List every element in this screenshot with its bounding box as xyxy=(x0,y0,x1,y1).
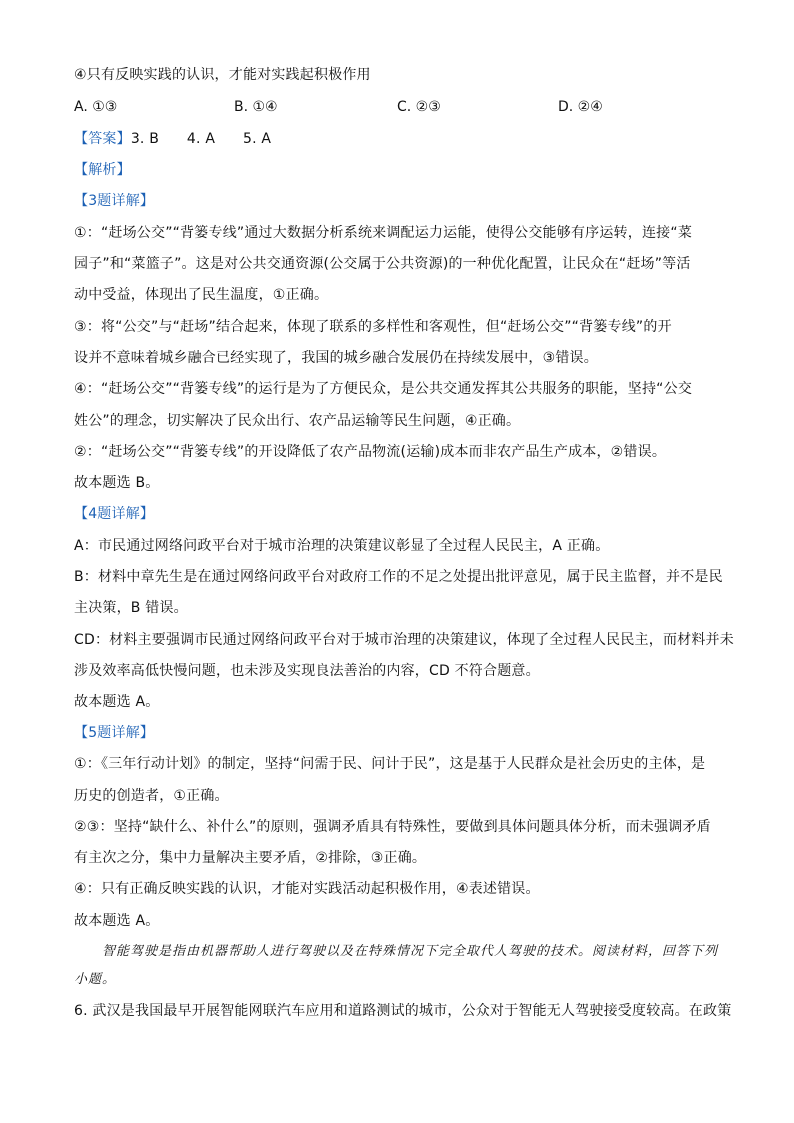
option-b: B. ①④ xyxy=(234,99,278,115)
q3-line: ②：“赶场公交”“背篓专线”的开设降低了农产品物流(运输)成本而非农产品生产成本，②错误。 xyxy=(74,444,667,460)
q3-line: 设并不意味着城乡融合已经实现了，我国的城乡融合发展仍在持续发展中，③错误。 xyxy=(74,350,598,366)
q4-conclusion: 故本题选 A。 xyxy=(74,694,160,710)
q3-line: ③：将“公交”与“赶场”结合起来，体现了联系的多样性和客观性，但“赶场公交”“背篓专线”的开 xyxy=(74,319,672,335)
answer-label: 【答案】 xyxy=(74,131,131,147)
q5-line: ①：《三年行动计划》的制定，坚持“问需于民、问计于民”，这是基于人民群众是社会历史的主体，是 xyxy=(74,756,706,772)
q3-heading: 【3题详解】 xyxy=(74,193,155,209)
question6-start: 6. 武汉是我国最早开展智能网联汽车应用和道路测试的城市，公众对于智能无人驾驶接受度较高。在政策 xyxy=(74,1003,732,1019)
question4-statement: ④只有反映实践的认识，才能对实践起积极作用 xyxy=(74,67,371,83)
q3-conclusion: 故本题选 B。 xyxy=(74,475,160,491)
material-intro: 智能驾驶是指由机器帮助人进行驾驶以及在特殊情况下完全取代人驾驶的技术。阅读材料，回答下列 xyxy=(102,944,719,959)
q4-line: 涉及效率高低快慢问题，也未涉及实现良法善治的内容，CD 不符合题意。 xyxy=(74,663,540,679)
q4-line: B：材料中章先生是在通过网络问政平台对政府工作的不足之处提出批评意见，属于民主监督，并不是民 xyxy=(74,569,723,585)
q3-line: ④：“赶场公交”“背篓专线”的运行是为了方便民众，是公共交通发挥其公共服务的职能，坚持“公交 xyxy=(74,381,693,397)
q4-heading: 【4题详解】 xyxy=(74,506,155,522)
analysis-label: 【解析】 xyxy=(74,162,131,178)
q5-line: 历史的创造者，①正确。 xyxy=(74,788,229,804)
q3-line: ①：“赶场公交”“背篓专线”通过大数据分析系统来调配运力运能，使得公交能够有序运转，连接“菜 xyxy=(74,225,693,241)
option-d: D. ②④ xyxy=(558,99,603,115)
option-a: A. ①③ xyxy=(74,99,118,115)
material-intro-continued: 小题。 xyxy=(74,972,117,987)
q4-line: CD：材料主要强调市民通过网络问政平台对于城市治理的决策建议，体现了全过程人民民主，而材料并未 xyxy=(74,632,734,648)
q4-line: A：市民通过网络问政平台对于城市治理的决策建议彰显了全过程人民民主，A 正确。 xyxy=(74,538,610,554)
answer-row xyxy=(74,129,724,149)
q5-line: 有主次之分，集中力量解决主要矛盾，②排除，③正确。 xyxy=(74,850,427,866)
q3-line: 姓公”的理念，切实解决了民众出行、农产品运输等民生问题，④正确。 xyxy=(74,413,521,429)
q4-line: 主决策，B 错误。 xyxy=(74,600,188,616)
q5-line: ④：只有正确反映实践的认识，才能对实践活动起积极作用，④表述错误。 xyxy=(74,881,540,897)
q5-line: ②③：坚持“缺什么、补什么”的原则，强调矛盾具有特殊性，要做到具体问题具体分析，而未强调矛盾 xyxy=(74,819,711,835)
q5-conclusion: 故本题选 A。 xyxy=(74,913,160,929)
q3-line: 园子”和“菜篮子”。这是对公共交通资源(公交属于公共资源)的一种优化配置，让民众在“赶场”等活 xyxy=(74,256,691,272)
answer-values: 3. B 4. A 5. A xyxy=(130,131,272,147)
q3-line: 动中受益，体现出了民生温度，①正确。 xyxy=(74,287,329,303)
option-c: C. ②③ xyxy=(397,99,441,115)
q5-heading: 【5题详解】 xyxy=(74,725,155,741)
